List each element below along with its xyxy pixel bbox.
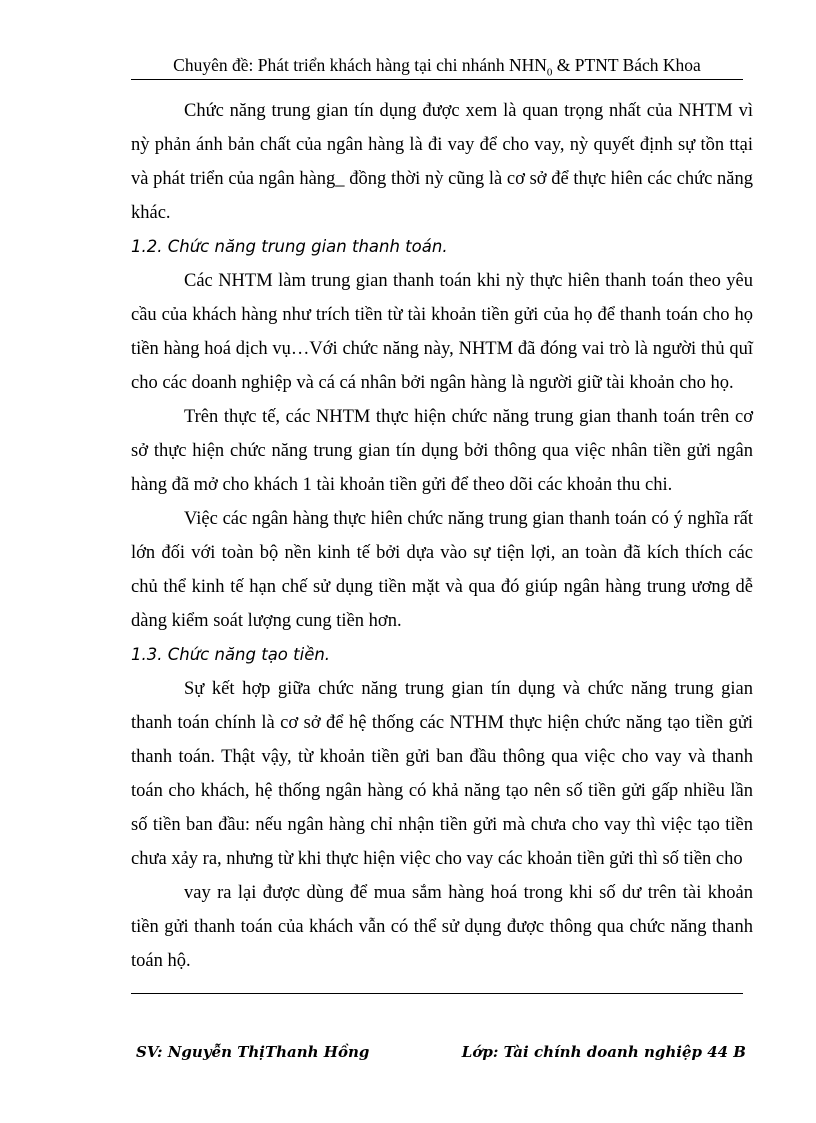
section-heading-1-2: 1.2. Chức năng trung gian thanh toán. [131,237,448,256]
header-title-before: Chuyên đề: Phát triển khách hàng tại chi nhánh NHN [173,55,547,75]
header-title-subscript: 0 [546,66,553,79]
paragraph-money-creation-cont: vay ra lại được dùng để mua sắm hàng hoá trong khi số dư trên tài khoản tiền gửi thanh toán của khách vẫn có thể sử dụng được thông qua chức năng thanh toán hộ. [131,883,753,971]
footer-class-name: Lớp: Tài chính doanh nghiệp 44 B [461,1043,746,1061]
paragraph-credit-intermediation: Chức năng trung gian tín dụng được xem là quan trọng nhất của NHTM vì nỳ phản ánh bản chất của ngân hàng là đi vay để cho vay, nỳ quyết định sự tồn ttại và phát triển của ngân hàng_ đồng thời nỳ cũng là cơ sở để thực hiên các chức năng khác. [131,101,753,223]
document-body [131,94,753,978]
paragraph-money-creation: Sự kết hợp giữa chức năng trung gian tín dụng và chức năng trung gian thanh toán chính là cơ sở để hệ thống các NTHM thực hiện chức năng tạo tiền gửi thanh toán. Thật vậy, từ khoản tiền gửi ban đầu thông qua việc cho vay và thanh toán cho khách, hệ thống ngân hàng có khả năng tạo nên số tiền gửi gấp nhiều lần số tiền ban đầu: nếu ngân hàng chỉ nhận tiền gửi mà chưa cho vay thì việc tạo tiền chưa xảy ra, nhưng từ khi thực hiện việc cho vay các khoản tiền gửi thì số tiền cho [131,679,753,869]
footer-student-name: SV: Nguyễn ThịThanh Hồng [136,1043,370,1061]
header-rule [131,79,743,80]
page-header [131,52,743,78]
paragraph-payment-intermediation: Các NHTM làm trung gian thanh toán khi nỳ thực hiên thanh toán theo yêu cầu của khách hàng như trích tiền từ tài khoản tiền gửi của họ để thanh toán cho họ tiền hàng hoá dịch vụ…Với chức năng này, NHTM đã đóng vai trò là người thủ quĩ cho các doanh nghiệp và cá cá nhân bởi ngân hàng là người giữ tài khoản cho họ. [131,271,753,393]
paragraph-significance: Việc các ngân hàng thực hiên chức năng trung gian thanh toán có ý nghĩa rất lớn đối với toàn bộ nền kinh tế bởi dựa vào sự tiện lợi, an toàn đã kích thích các chủ thể kinh tế hạn chế sử dụng tiền mặt và qua đó giúp ngân hàng trung ương dễ dàng kiểm soát lượng cung tiền hơn. [131,509,753,631]
section-heading-1-3: 1.3. Chức năng tạo tiền. [131,645,331,664]
footer-rule [131,993,743,994]
page-footer [136,1040,746,1064]
header-title-after: & PTNT Bách Khoa [552,55,701,75]
paragraph-in-practice: Trên thực tế, các NHTM thực hiện chức năng trung gian thanh toán trên cơ sở thực hiện chức năng trung gian tín dụng bởi thông qua việc nhân tiền gửi ngân hàng đã mở cho khách 1 tài khoản tiền gửi để theo dõi các khoản thu chi. [131,407,753,495]
